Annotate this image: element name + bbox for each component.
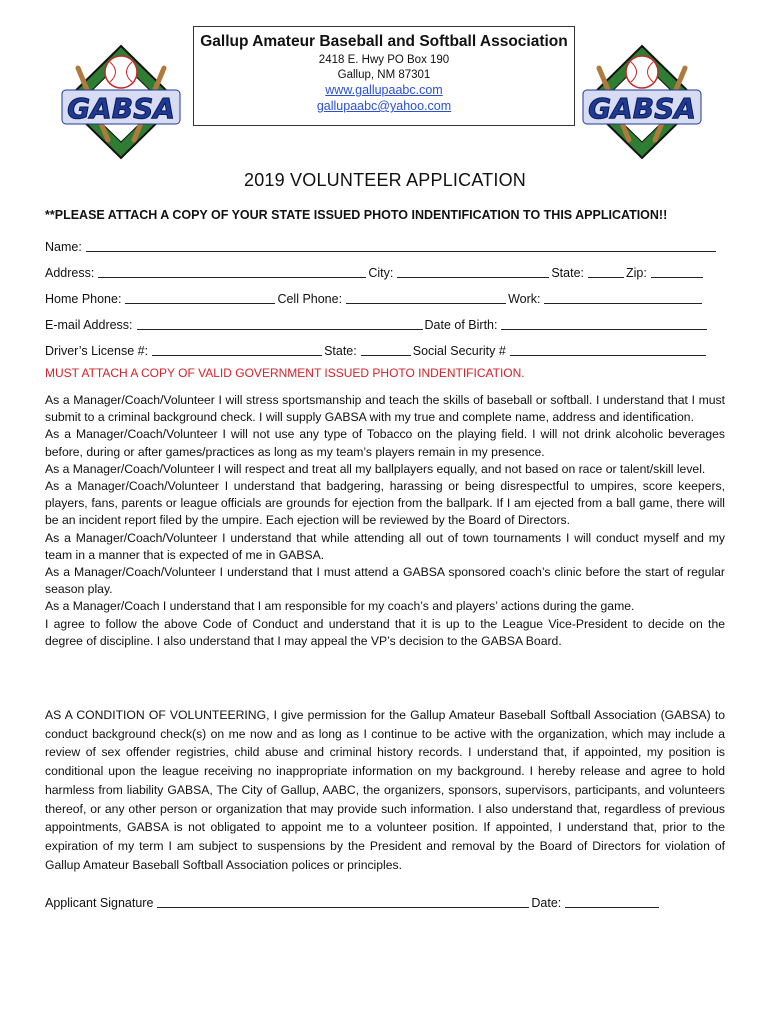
government-id-warning: MUST ATTACH A COPY OF VALID GOVERNMENT ISSUED PHOTO INDENTIFICATION. [45, 366, 525, 380]
name-label: Name: [45, 240, 82, 254]
license-state-label: State: [324, 344, 357, 358]
logo-text-right: GABSA [588, 92, 696, 125]
license-label: Driver’s License #: [45, 344, 149, 358]
conduct-item: As a Manager/Coach/Volunteer I will respect and treat all my ballplayers equally, and not based on race or talent/skill level. [45, 461, 706, 476]
website-link[interactable]: www.gallupaabc.com [325, 83, 443, 97]
license-field[interactable] [152, 342, 322, 356]
signature-field[interactable] [157, 894, 529, 908]
volunteer-condition-paragraph [45, 706, 725, 874]
email-field[interactable] [137, 316, 423, 330]
conduct-item: As a Manager/Coach/Volunteer I understand that I must attend a GABSA sponsored coach’s clinic before the start of regular season play. [45, 565, 725, 597]
zip-label: Zip: [626, 266, 647, 280]
license-state-field[interactable] [361, 342, 411, 356]
gabsa-logo-right [579, 40, 705, 164]
home-phone-field[interactable] [125, 290, 275, 304]
address-label: Address: [45, 266, 95, 280]
license-row [45, 340, 725, 358]
date-field[interactable] [565, 894, 659, 908]
email-link[interactable]: gallupaabc@yahoo.com [316, 99, 452, 113]
name-field[interactable] [86, 238, 716, 252]
signature-label: Applicant Signature [45, 896, 154, 910]
address-field[interactable] [98, 264, 366, 278]
conduct-item: As a Manager/Coach/Volunteer I understand that while attending all out of town tournaments I will conduct myself and my team in a manner that is expected of me in GABSA. [45, 530, 725, 562]
home-phone-label: Home Phone: [45, 292, 122, 306]
email-label: E-mail Address: [45, 318, 133, 332]
condition-text: AS A CONDITION OF VOLUNTEERING, I give permission for the Gallup Amateur Baseball Softball Association (GABSA) to conduct background check(s) on me now and as long as I continue to be active with the organization, which may include a review of sex offender registries, child abuse and criminal history records. I understand that, if appointed, my position is conditional upon the league receiving no inappropriate information on my background. I hereby release and agree to hold harmless from liability GABSA, The City of Gallup, AABC, the organizers, sponsors, supervisors, participants, and volunteers thereof, or any other person or organization that may provide such information. I also understand that, regardless of previous appointments, GABSA is not obligated to appoint me to a volunteer position. If appointed, I understand that, prior to the expiration of my term I am subject to suspensions by the President and removal by the Board of Directors for violation of Gallup Amateur Baseball Softball Association polices or principles. [45, 708, 725, 872]
email-dob-row [45, 314, 725, 332]
zip-field[interactable] [651, 264, 703, 278]
dob-label: Date of Birth: [424, 318, 498, 332]
conduct-item: As a Manager/Coach/Volunteer I understand that badgering, harassing or being disrespectful to umpires, score keepers, players, fans, parents or league officials are grounds for ejection from the ballpark. If I am ejected from a ball game, there will be an incident report filed by the umpire. Each ejection will be reviewed by the Board of Directors. [45, 479, 725, 528]
work-label: Work: [508, 292, 541, 306]
address-row [45, 262, 725, 280]
city-field[interactable] [397, 264, 549, 278]
attach-id-notice: **PLEASE ATTACH A COPY OF YOUR STATE ISSUED PHOTO INDENTIFICATION TO THIS APPLICATION!! [45, 208, 668, 222]
address-line-1: 2418 E. Hwy PO Box 190 [318, 54, 450, 66]
signature-row [45, 892, 725, 910]
phone-row [45, 288, 725, 306]
conduct-item: As a Manager/Coach/Volunteer I will stress sportsmanship and teach the skills of baseball or softball. I understand that I must submit to a criminal background check. I will supply GABSA with my true and complete name, address and identification. [45, 393, 725, 425]
ssn-label: Social Security # [412, 344, 506, 358]
address-line-2: Gallup, NM 87301 [337, 69, 431, 81]
state-field[interactable] [588, 264, 624, 278]
cell-phone-label: Cell Phone: [277, 292, 343, 306]
city-label: City: [368, 266, 394, 280]
date-label: Date: [531, 896, 562, 910]
conduct-item: As a Manager/Coach/Volunteer I will not use any type of Tobacco on the playing field. I will not drink alcoholic beverages before, during or after games/practices as long as my team’s players remain in my presence. [45, 427, 725, 459]
conduct-item: I agree to follow the above Code of Conduct and understand that it is up to the League Vice-President to decide on the degree of discipline. I also understand that I may appeal the VP’s decision to the GABSA Board. [45, 616, 725, 648]
gabsa-logo-left [58, 40, 184, 164]
code-of-conduct [45, 392, 725, 650]
application-title: 2019 VOLUNTEER APPLICATION [244, 170, 526, 190]
organization-header [193, 26, 575, 126]
dob-field[interactable] [501, 316, 707, 330]
organization-name: Gallup Amateur Baseball and Softball Association [200, 33, 568, 50]
cell-phone-field[interactable] [346, 290, 506, 304]
conduct-item: As a Manager/Coach I understand that I am responsible for my coach’s and players’ actions during the game. [45, 599, 635, 614]
name-row [45, 236, 725, 254]
ssn-field[interactable] [510, 342, 706, 356]
work-phone-field[interactable] [544, 290, 702, 304]
state-label: State: [551, 266, 585, 280]
logo-text-left: GABSA [67, 92, 175, 125]
